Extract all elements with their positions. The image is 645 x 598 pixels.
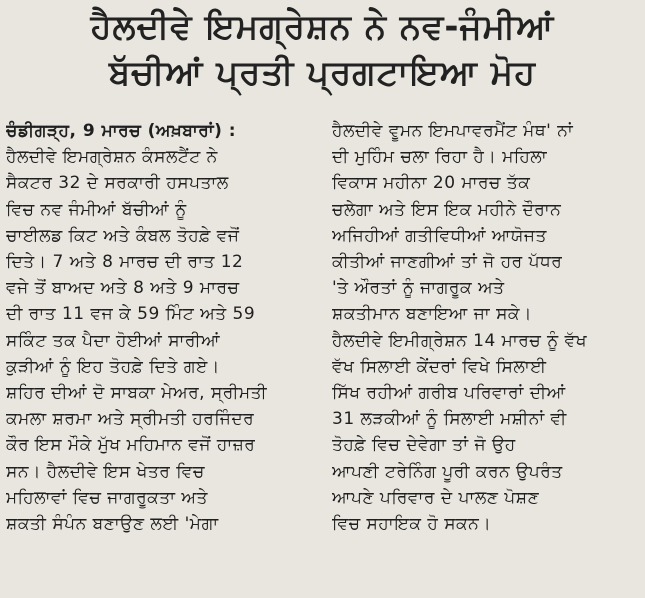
text-line: ਆਪਣੀ ਟਰੇਨਿੰਗ ਪੂਰੀ ਕਰਨ ਉਪਰੰਤ xyxy=(332,461,563,482)
text-line: ਵਿਕਾਸ ਮਹੀਨਾ 20 ਮਾਰਚ ਤੱਕ xyxy=(332,173,531,194)
text-line: ਸ਼ਹਿਰ ਦੀਆਂ ਦੋ ਸਾਬਕਾ ਮੇਅਰ, ਸ੍ਰੀਮਤੀ xyxy=(6,383,268,404)
text-line: ਵਿਚ ਸਹਾਇਕ ਹੋ ਸਕਨ। xyxy=(332,514,492,535)
text-line: ਵਿਚ ਨਵ ਜੰਮੀਆਂ ਬੱਚੀਆਂ ਨੂੰ xyxy=(6,199,187,220)
text-line: 'ਤੇ ਔਰਤਾਂ ਨੂੰ ਜਾਗਰੂਕ ਅਤੇ xyxy=(332,278,505,299)
text-line: ਚਲੇਗਾ ਅਤੇ ਇਸ ਇਕ ਮਹੀਨੇ ਦੌਰਾਨ xyxy=(332,199,562,220)
text-line: ਸਕਿੰਟ ਤਕ ਪੈਦਾ ਹੋਈਆਂ ਸਾਰੀਆਂ xyxy=(6,330,221,351)
text-line: ਹੈਲਦੀਵੇ ਇਮਗ੍ਰੇਸ਼ਨ ਕੰਸਲਟੈਂਟ ਨੇ xyxy=(6,147,218,168)
text-line: ਹੈਲਦੀਵੇ ਵੂਮਨ ਇਮਪਾਵਰਮੈਂਟ ਮੰਥ' ਨਾਂ xyxy=(332,121,574,141)
dateline: ਚੰਡੀਗੜ੍ਹ, 9 ਮਾਰਚ (ਅਖ਼ਬਾਰਾਂ) : xyxy=(6,121,237,141)
text-line: ਮਹਿਲਾਵਾਂ ਵਿਚ ਜਾਗਰੂਕਤਾ ਅਤੇ xyxy=(6,487,208,508)
text-line: ਕੁੜੀਆਂ ਨੂੰ ਇਹ ਤੋਹਫ਼ੇ ਦਿਤੇ ਗਏ। xyxy=(6,356,220,377)
text-line: ਕਮਲਾ ਸ਼ਰਮਾ ਅਤੇ ਸ੍ਰੀਮਤੀ ਹਰਜਿੰਦਰ xyxy=(6,409,255,430)
text-line: ਵੱਖ ਸਿਲਾਈ ਕੇਂਦਰਾਂ ਵਿਖੇ ਸਿਲਾਈ xyxy=(332,356,547,377)
text-line: ਸਨ। ਹੈਲਦੀਵੇ ਇਸ ਖੇਤਰ ਵਿਚ xyxy=(6,461,205,482)
article-body xyxy=(6,118,637,594)
text-line: ਵਜੇ ਤੋਂ ਬਾਅਦ ਅਤੇ 8 ਅਤੇ 9 ਮਾਰਚ xyxy=(6,278,240,299)
headline xyxy=(6,4,639,96)
text-line: ਦੀ ਰਾਤ 11 ਵਜ ਕੇ 59 ਮਿੰਟ ਅਤੇ 59 xyxy=(6,304,256,325)
text-line: ਸੈਕਟਰ 32 ਦੇ ਸਰਕਾਰੀ ਹਸਪਤਾਲ xyxy=(6,173,229,194)
text-line: ਸ਼ਕਤੀ ਸੰਪੰਨ ਬਣਾਉਣ ਲਈ 'ਮੇਗਾ xyxy=(6,514,219,535)
headline-line-1: ਹੈਲਦੀਵੇ ਇਮਗ੍ਰੇਸ਼ਨ ਨੇ ਨਵ-ਜੰਮੀਆਂ xyxy=(90,7,555,47)
right-column xyxy=(332,118,637,594)
text-line: ਸ਼ਕਤੀਮਾਨ ਬਣਾਇਆ ਜਾ ਸਕੇ। xyxy=(332,304,532,325)
text-line: ਦੀ ਮੁਹਿੰਮ ਚਲਾ ਰਿਹਾ ਹੈ। ਮਹਿਲਾ xyxy=(332,147,548,168)
text-line: ਕੌਰ ਇਸ ਮੌਕੇ ਮੁੱਖ ਮਹਿਮਾਨ ਵਜੋਂ ਹਾਜ਼ਰ xyxy=(6,435,256,456)
text-line: ਚਾਈਲਡ ਕਿਟ ਅਤੇ ਕੰਬਲ ਤੋਹਫ਼ੇ ਵਜੋਂ xyxy=(6,225,240,246)
text-line: ਸਿੱਖ ਰਹੀਆਂ ਗਰੀਬ ਪਰਿਵਾਰਾਂ ਦੀਆਂ xyxy=(332,383,566,404)
text-line: ਅਜਿਹੀਆਂ ਗਤੀਵਿਧੀਆਂ ਆਯੋਜਤ xyxy=(332,225,547,246)
text-line: ਕੀਤੀਆਂ ਜਾਣਗੀਆਂ ਤਾਂ ਜੋ ਹਰ ਪੱਧਰ xyxy=(332,252,563,273)
left-column xyxy=(6,118,311,594)
text-line: 31 ਲੜਕੀਆਂ ਨੂੰ ਸਿਲਾਈ ਮਸ਼ੀਨਾਂ ਵੀ xyxy=(332,409,567,430)
text-line: ਦਿਤੇ। 7 ਅਤੇ 8 ਮਾਰਚ ਦੀ ਰਾਤ 12 xyxy=(6,252,244,273)
text-line: ਹੈਲਦੀਵੇ ਇਮੀਗ੍ਰੇਸ਼ਨ 14 ਮਾਰਚ ਨੂੰ ਵੱਖ xyxy=(332,330,588,351)
text-line: ਤੋਹਫ਼ੇ ਵਿਚ ਦੇਵੇਗਾ ਤਾਂ ਜੋ ਉਹ xyxy=(332,435,516,456)
headline-line-2: ਬੱਚੀਆਂ ਪ੍ਰਤੀ ਪ੍ਰਗਟਾਇਆ ਮੋਹ xyxy=(109,53,536,93)
text-line: ਆਪਣੇ ਪਰਿਵਾਰ ਦੇ ਪਾਲਣ ਪੋਸ਼ਣ xyxy=(332,487,540,508)
